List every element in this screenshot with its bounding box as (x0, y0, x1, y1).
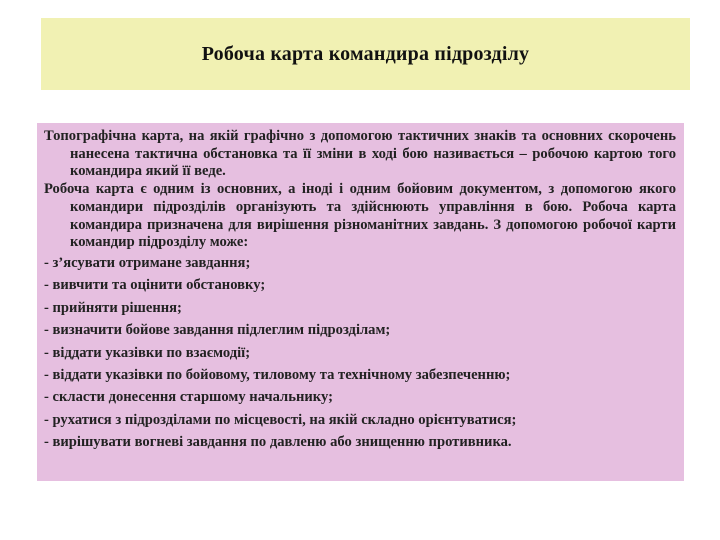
purpose-paragraph: Робоча карта є одним із основних, а іноді і одним бойовим документом, з допомогою якого командири підрозділів організують та здійснюють управління в бою. Робоча карта командира призначена для вирішення різноманітних завдань. З допомогою робочої карти командир підрозділу може: (44, 181, 676, 251)
list-item: - вирішувати вогневі завдання по давленю або знищенню противника. (44, 434, 512, 451)
list-item: - прийняти рішення; (44, 299, 182, 316)
list-item: - скласти донесення старшому начальнику; (44, 389, 333, 406)
definition-paragraph: Топографічна карта, на якій графічно з допомогою тактичних знаків та основних скорочень нанесена тактична обстановка та її зміни в ході бою називається – робочою картою того командира який її веде. (44, 128, 676, 180)
list-item: - вивчити та оцінити обстановку; (44, 277, 266, 294)
title-banner (41, 18, 690, 90)
list-item: - віддати указівки по взаємодії; (44, 344, 251, 361)
list-item: - з’ясувати отримане завдання; (44, 254, 251, 271)
slide-title: Робоча карта командира підрозділу (201, 42, 530, 65)
list-item: - рухатися з підрозділами по місцевості, на якій складно орієнтуватися; (44, 411, 517, 428)
content-panel (37, 123, 684, 481)
list-item: - визначити бойове завдання підлеглим підрозділам; (44, 322, 391, 339)
list-item: - віддати указівки по бойовому, тиловому та технічному забезпеченню; (44, 366, 511, 383)
